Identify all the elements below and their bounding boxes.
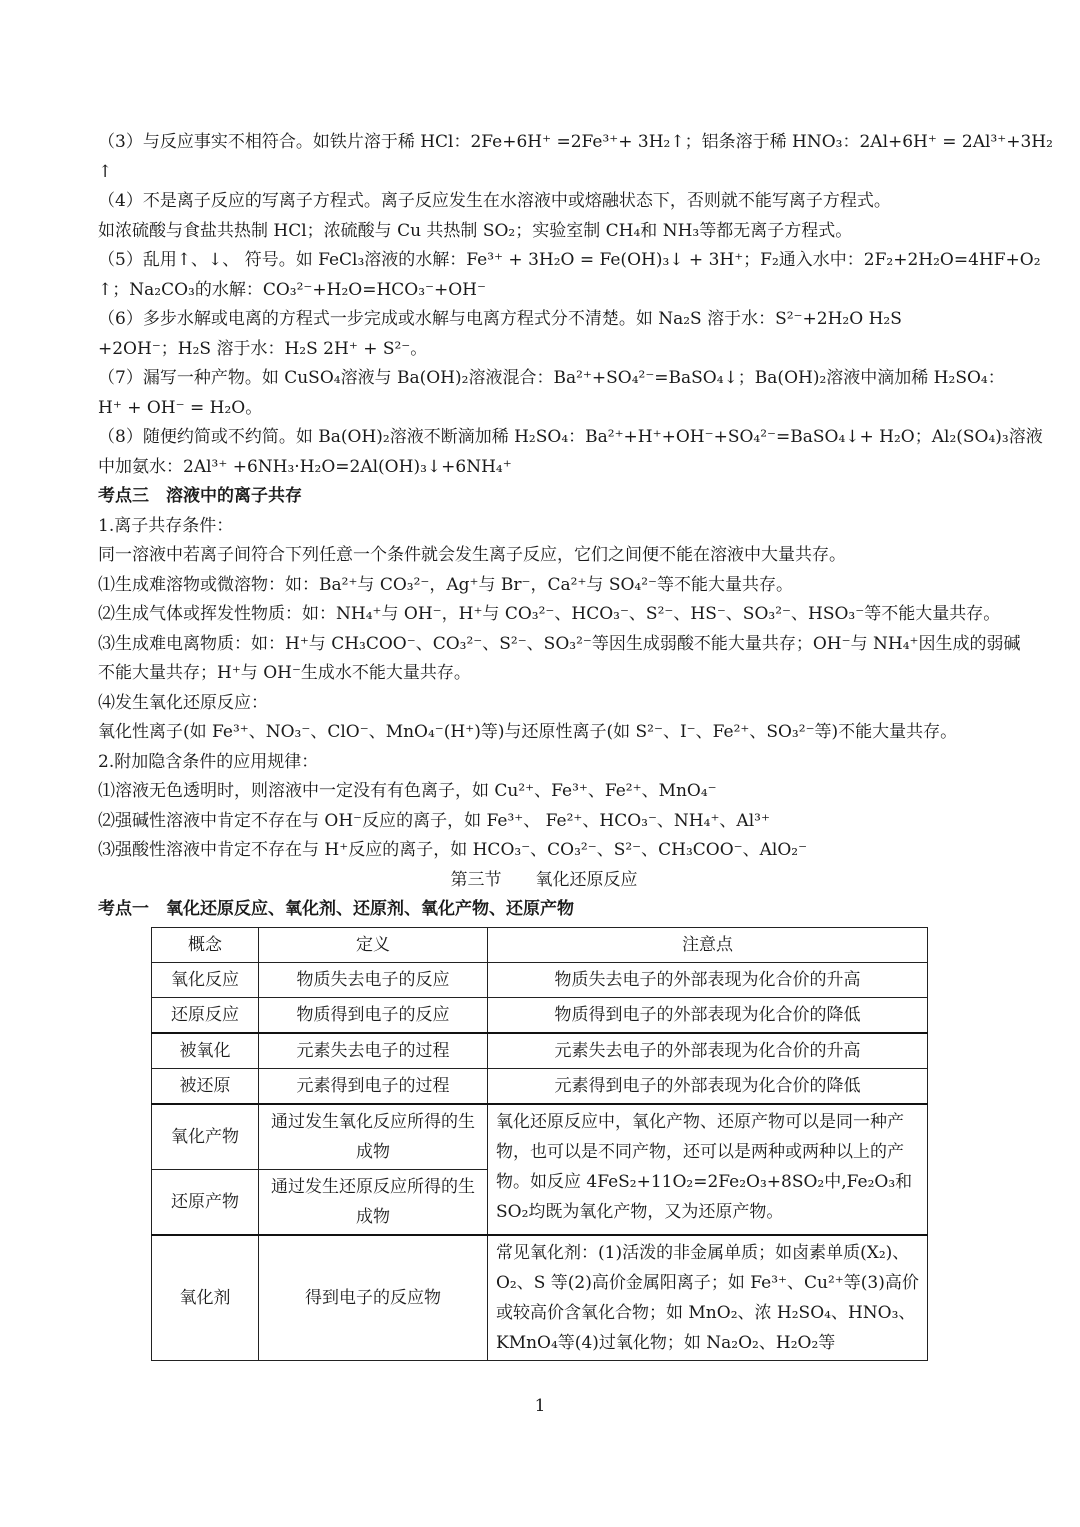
text-line: +2OH⁻；H₂S 溶于水：H₂S 2H⁺ + S²⁻。 <box>98 338 428 359</box>
text-line: 如浓硫酸与食盐共热制 HCl；浓硫酸与 Cu 共热制 SO₂；实验室制 CH₄和 NH₃等都无离子方程式。 <box>98 220 853 241</box>
section-heading: 考点一 氧化还原反应、氧化剂、还原剂、氧化产物、还原产物 <box>98 899 574 919</box>
text-line: （3）与反应事实不相符合。如铁片溶于稀 HCl：2Fe+6H⁺ =2Fe³⁺+ 3H₂↑；铝条溶于稀 HNO₃：2Al+6H⁺ = 2Al³⁺+3H₂ <box>98 132 1053 152</box>
table-cell: 物质失去电子的外部表现为化合价的升高 <box>488 962 928 997</box>
text-line: 氧化性离子(如 Fe³⁺、NO₃⁻、ClO⁻、MnO₄⁻(H⁺)等)与还原性离子(如 S²⁻、I⁻、Fe²⁺、SO₃²⁻等)不能大量共存。 <box>98 722 958 742</box>
text-line: ⑶强酸性溶液中肯定不存在与 H⁺反应的离子，如 HCO₃⁻、CO₃²⁻、S²⁻、CH₃COO⁻、AlO₂⁻ <box>98 840 808 860</box>
table-cell: 得到电子的反应物 <box>259 1235 488 1361</box>
table-header-cell: 概念 <box>152 927 259 962</box>
table-header-cell: 注意点 <box>488 927 928 962</box>
table-cell: 还原反应 <box>152 997 259 1033</box>
text-line: ⑴生成难溶物或微溶物：如：Ba²⁺与 CO₃²⁻，Ag⁺与 Br⁻，Ca²⁺与 SO₄²⁻等不能大量共存。 <box>98 574 794 595</box>
section-heading: 考点三 溶液中的离子共存 <box>98 486 302 506</box>
table-cell: 物质得到电子的反应 <box>259 997 488 1033</box>
table-cell: 氧化反应 <box>152 962 259 997</box>
text-line: ⑶生成难电离物质：如：H⁺与 CH₃COO⁻、CO₃²⁻、S²⁻、SO₃²⁻等因生成弱酸不能大量共存；OH⁻与 NH₄⁺因生成的弱碱 <box>98 633 1021 654</box>
table-cell: 通过发生还原反应所得的生成物 <box>259 1169 488 1235</box>
text-line: 同一溶液中若离子间符合下列任意一个条件就会发生离子反应，它们之间便不能在溶液中大量共存。 <box>98 545 846 565</box>
table-row <box>152 1068 928 1104</box>
document-page <box>98 128 1053 1361</box>
section-title: 第三节 氧化还原反应 <box>450 869 638 890</box>
table-cell: 元素失去电子的外部表现为化合价的升高 <box>488 1033 928 1069</box>
table-cell: 氧化剂 <box>152 1235 259 1361</box>
table-cell: 物质失去电子的反应 <box>259 962 488 997</box>
table-cell: 物质得到电子的外部表现为化合价的降低 <box>488 997 928 1033</box>
text-line: （7）漏写一种产物。如 CuSO₄溶液与 Ba(OH)₂溶液混合：Ba²⁺+SO₄²⁻=BaSO₄↓；Ba(OH)₂溶液中滴加稀 H₂SO₄： <box>98 368 1005 388</box>
table-cell: 元素得到电子的过程 <box>259 1068 488 1104</box>
text-line: ↑；Na₂CO₃的水解：CO₃²⁻+H₂O=HCO₃⁻+OH⁻ <box>98 279 486 300</box>
table-row <box>152 1033 928 1069</box>
text-line: 1.离子共存条件： <box>98 515 234 536</box>
text-line: （8）随便约简或不约简。如 Ba(OH)₂溶液不断滴加稀 H₂SO₄：Ba²⁺+H⁺+OH⁻+SO₄²⁻=BaSO₄↓+ H₂O；Al₂(SO₄)₃溶液 <box>98 427 1043 447</box>
table-cell: 氧化还原反应中，氧化产物、还原产物可以是同一种产物，也可以是不同产物，还可以是两种或两种以上的产物。如反应 4FeS₂+11O₂=2Fe₂O₃+8SO₂中,Fe₂O₃和 SO₂均既为氧化产物，又为还原产物。 <box>488 1104 928 1235</box>
table-cell: 氧化产物 <box>152 1104 259 1170</box>
text-line: 2.附加隐含条件的应用规律： <box>98 751 319 772</box>
text-line <box>98 246 1041 276</box>
table-header-row <box>152 927 928 962</box>
table-cell: 通过发生氧化反应所得的生成物 <box>259 1104 488 1170</box>
table-cell: 元素得到电子的外部表现为化合价的降低 <box>488 1068 928 1104</box>
text-line-content: （5）乱用↑、↓、 符号。如 FeCl₃溶液的水解：Fe³⁺ + 3H₂O = Fe(OH)₃↓ + 3H⁺；F₂通入水中：2F₂+2H₂O=4HF+O₂ <box>98 250 1041 270</box>
text-line: （6）多步水解或电离的方程式一步完成或水解与电离方程式分不清楚。如 Na₂S 溶于水：S²⁻+2H₂O H₂S <box>98 309 902 329</box>
table-cell: 还原产物 <box>152 1169 259 1235</box>
table-row <box>152 997 928 1033</box>
table-cell: 元素失去电子的过程 <box>259 1033 488 1069</box>
text-line: ↑ <box>98 161 113 182</box>
table-cell: 被氧化 <box>152 1033 259 1069</box>
table-row <box>152 1104 928 1170</box>
table-row <box>152 962 928 997</box>
text-line: ⑷发生氧化还原反应： <box>98 692 268 713</box>
table-cell: 被还原 <box>152 1068 259 1104</box>
text-line: H⁺ + OH⁻ = H₂O。 <box>98 397 263 418</box>
page-number: 1 <box>534 1396 546 1416</box>
text-line: 不能大量共存；H⁺与 OH⁻生成水不能大量共存。 <box>98 663 471 683</box>
text-line: ⑴溶液无色透明时，则溶液中一定没有有色离子，如 Cu²⁺、Fe³⁺、Fe²⁺、MnO₄⁻ <box>98 781 717 801</box>
concept-table <box>151 927 928 1361</box>
text-line: 中加氨水：2Al³⁺ +6NH₃·H₂O=2Al(OH)₃↓+6NH₄⁺ <box>98 456 512 477</box>
text-line: ⑵强碱性溶液中肯定不存在与 OH⁻反应的离子，如 Fe³⁺、 Fe²⁺、HCO₃⁻、NH₄⁺、Al³⁺ <box>98 810 770 831</box>
text-line: （4）不是离子反应的写离子方程式。离子反应发生在水溶液中或熔融状态下，否则就不能写离子方程式。 <box>98 191 891 211</box>
table-cell: 常见氧化剂：(1)活泼的非金属单质；如卤素单质(X₂)、O₂、S 等(2)高价金属阳离子；如 Fe³⁺、Cu²⁺等(3)高价或较高价含氧化合物；如 MnO₂、浓 H₂SO₄、HNO₃、KMnO₄等(4)过氧化物；如 Na₂O₂、H₂O₂等 <box>488 1235 928 1361</box>
table-row <box>152 1235 928 1361</box>
table-header-cell: 定义 <box>259 927 488 962</box>
text-line: ⑵生成气体或挥发性物质：如：NH₄⁺与 OH⁻，H⁺与 CO₃²⁻、HCO₃⁻、S²⁻、HS⁻、SO₃²⁻、HSO₃⁻等不能大量共存。 <box>98 604 1001 624</box>
